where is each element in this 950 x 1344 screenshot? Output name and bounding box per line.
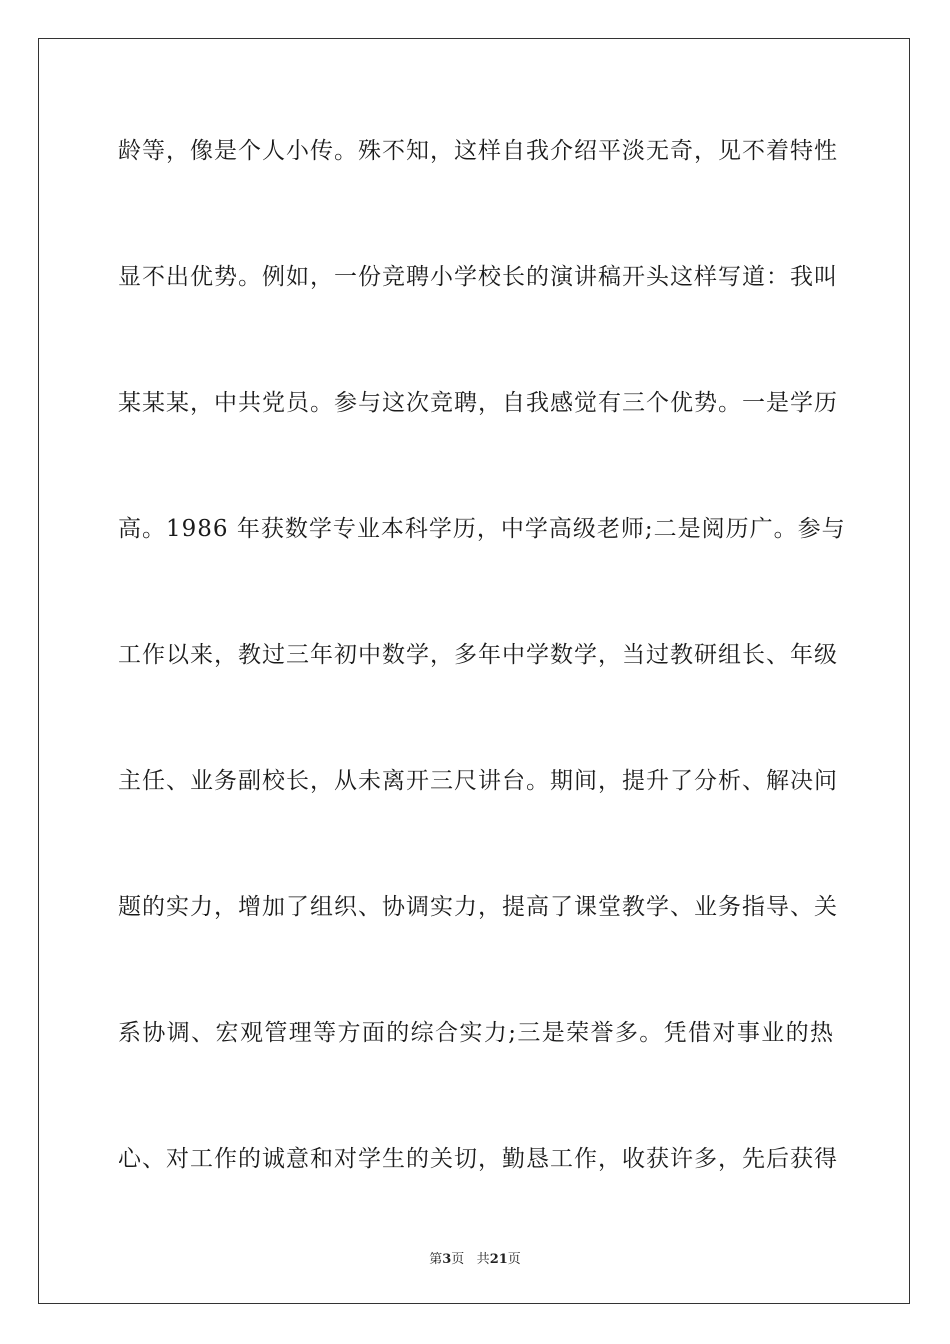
text-line-3: 某某某，中共党员。参与这次竞聘，自我感觉有三个优势。一是学历 — [118, 390, 838, 416]
page-prefix: 第 — [429, 1252, 443, 1267]
text-line-4: 高。1986 年获数学专业本科学历，中学高级老师;二是阅历广。参与 — [118, 516, 846, 542]
page-suffix: 页 — [451, 1252, 465, 1267]
text-line-8: 系协调、宏观管理等方面的综合实力;三是荣誉多。凭借对事业的热 — [118, 1020, 834, 1046]
total-pages: 21 — [489, 1252, 508, 1267]
text-line-6: 主任、业务副校长，从未离开三尺讲台。期间，提升了分析、解决问 — [118, 768, 838, 794]
total-suffix: 页 — [507, 1252, 521, 1267]
text-line-7: 题的实力，增加了组织、协调实力，提高了课堂教学、业务指导、关 — [118, 894, 838, 920]
text-line-9: 心、对工作的诚意和对学生的关切，勤恳工作，收获许多，先后获得 — [118, 1146, 838, 1172]
text-line-1: 龄等，像是个人小传。殊不知，这样自我介绍平淡无奇，见不着特性 — [118, 138, 838, 164]
document-body — [118, 128, 846, 1262]
page-footer — [0, 1248, 950, 1267]
page-number: 3 — [442, 1252, 452, 1267]
text-line-2: 显不出优势。例如，一份竞聘小学校长的演讲稿开头这样写道：我叫 — [118, 264, 838, 290]
text-line-5: 工作以来，教过三年初中数学，多年中学数学，当过教研组长、年级 — [118, 642, 838, 668]
total-prefix: 共 — [476, 1252, 490, 1267]
